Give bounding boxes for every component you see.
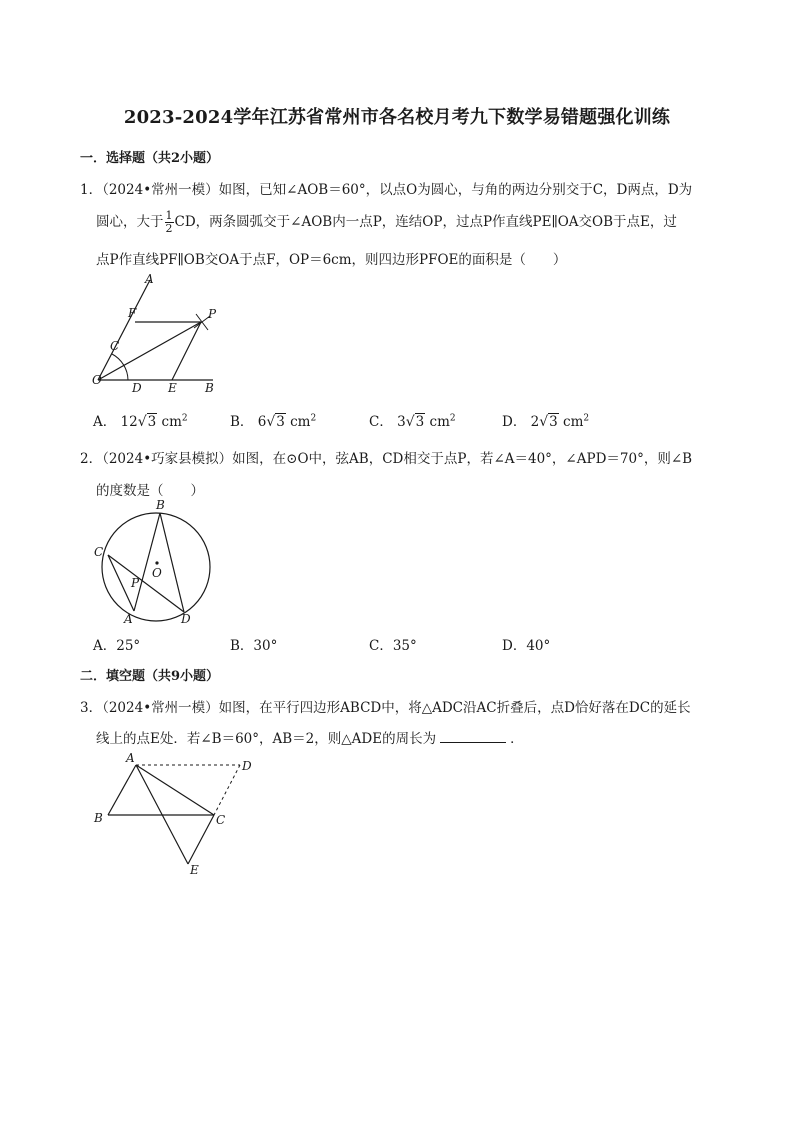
section-heading-choice: 一．选择题（共2小题）	[80, 151, 220, 166]
q2-label-B: B	[156, 498, 165, 512]
option-radicand: 3	[276, 414, 285, 430]
q3-line2	[96, 727, 524, 747]
q1-label-B: B	[205, 381, 214, 395]
q3-label-A: A	[126, 751, 135, 765]
sqrt-sign: √	[539, 414, 549, 430]
fraction-numerator: 1	[165, 209, 173, 222]
sqrt-sign: √	[405, 414, 415, 430]
option-exponent: 2	[583, 413, 590, 424]
q3-label-C: C	[216, 813, 226, 827]
q1-option-a[interactable]	[93, 410, 188, 430]
q1-label-A: A	[145, 272, 154, 286]
answer-blank[interactable]	[440, 730, 506, 743]
q3-label-E: E	[190, 863, 199, 877]
option-coef: 6	[257, 414, 267, 430]
option-exponent: 2	[449, 413, 456, 424]
option-exponent: 2	[310, 413, 317, 424]
document-title: 2023-2024学年江苏省常州市各名校月考九下数学易错题强化训练	[123, 107, 671, 128]
option-letter: B．	[230, 414, 254, 430]
option-letter: C．	[369, 414, 393, 430]
option-radicand: 3	[415, 414, 425, 430]
q3-figure	[90, 750, 260, 878]
q2-option-d[interactable]: D．40°	[502, 638, 551, 654]
q1-fraction-tail: CD	[174, 214, 196, 230]
option-unit: cm	[290, 414, 311, 430]
q1-line3: 点P作直线PF∥OB交OA于点F，OP＝6cm，则四边形PFOE的面积是（ ）	[96, 252, 567, 268]
sqrt-sign: √	[266, 414, 276, 430]
option-letter: D．	[502, 414, 527, 430]
q2-label-D: D	[181, 612, 191, 626]
option-letter: A．	[93, 414, 117, 430]
q3-line2-pre: 线上的点E处．若∠B＝60°，AB＝2，则△ADE的周长为	[96, 731, 437, 747]
q2-line2: 的度数是（ ）	[96, 483, 204, 499]
q1-line1: 1．（2024•常州一模）如图，已知∠AOB＝60°，以点O为圆心，与角的两边分别交于C，D两点，D为	[80, 182, 693, 198]
q3-label-D: D	[242, 759, 252, 773]
q1-option-c[interactable]	[369, 410, 456, 430]
option-radicand: 3	[549, 414, 558, 430]
q1-line2-pre: 圆心，大于	[96, 214, 164, 230]
q2-figure	[90, 497, 225, 627]
q1-figure	[88, 270, 228, 395]
q2-option-c[interactable]: C．35°	[369, 638, 417, 654]
q2-label-C: C	[94, 545, 104, 559]
q1-label-C: C	[110, 339, 120, 353]
q3-line1: 3．（2024•常州一模）如图，在平行四边形ABCD中，将△ADC沿AC折叠后，点D恰好落在DC的延长	[80, 700, 691, 716]
q1-label-P: P	[208, 307, 217, 321]
q2-option-b[interactable]: B．30°	[230, 638, 278, 654]
section-heading-fill: 二．填空题（共9小题）	[80, 669, 220, 684]
option-unit: cm	[161, 414, 182, 430]
option-unit: cm	[429, 414, 450, 430]
q2-option-a[interactable]: A．25°	[93, 638, 141, 654]
q1-line2	[96, 210, 677, 235]
q2-line1: 2．（2024•巧家县模拟）如图，在⊙O中，弦AB，CD相交于点P，若∠A＝40°，∠APD＝70°，则∠B	[80, 451, 693, 467]
q3-label-B: B	[94, 811, 103, 825]
sqrt-sign: √	[137, 414, 147, 430]
fraction-denominator: 2	[165, 222, 173, 235]
option-coef: 12	[120, 414, 138, 430]
option-unit: cm	[563, 414, 584, 430]
q1-label-E: E	[168, 381, 177, 395]
option-coef: 2	[530, 414, 540, 430]
q1-label-D: D	[132, 381, 142, 395]
q1-line2-post: ，两条圆弧交于∠AOB内一点P，连结OP，过点P作直线PE∥OA交OB于点E，过	[195, 214, 677, 230]
option-coef: 3	[397, 414, 406, 430]
q2-label-P: P	[131, 576, 140, 590]
q3-line2-post: ．	[510, 731, 524, 747]
option-radicand: 3	[147, 414, 157, 430]
option-exponent: 2	[181, 413, 188, 424]
q1-label-O: O	[92, 373, 102, 387]
q1-label-F: F	[128, 306, 137, 320]
q1-option-b[interactable]	[230, 410, 316, 430]
q1-fraction	[165, 210, 174, 235]
q2-label-O: O	[152, 566, 162, 580]
q2-label-A: A	[124, 612, 133, 626]
q1-option-d[interactable]	[502, 410, 589, 430]
